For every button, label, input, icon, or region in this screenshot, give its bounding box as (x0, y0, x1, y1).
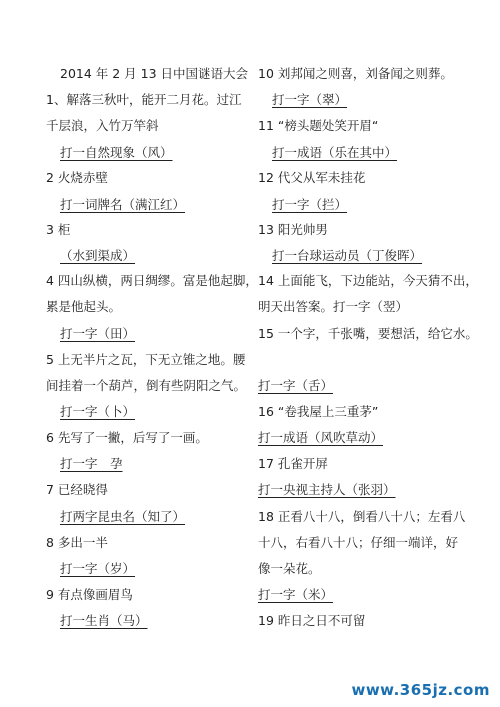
right-answer-line: 打一成语（乐在其中） (272, 145, 398, 160)
left-answer-line: 打一自然现象（风） (60, 145, 173, 160)
right-riddle-line: 12 代父从军未挂花 (258, 170, 366, 185)
left-answer-line: 打两字昆虫名（知了） (60, 509, 186, 524)
left-answer-line: 打一生肖（马） (60, 613, 148, 628)
left-answer-line: 打一字（卜） (60, 404, 136, 419)
left-answer-line: 打一字（田） (60, 326, 136, 341)
right-answer-line: 打一字（翠） (272, 92, 348, 107)
right-riddle-line: 13 阳光帅男 (258, 222, 328, 237)
left-riddle-line: 2 火烧赤壁 (46, 170, 108, 185)
left-riddle-line: 5 上无半片之瓦，下无立锥之地。腰 (46, 352, 246, 367)
right-riddle-line: 11 “榜头题处笑开眉“ (258, 118, 379, 133)
right-riddle-line: 15 一个字，千张嘴，要想活，给它水。 (258, 326, 478, 341)
left-riddle-line: 7 已经晓得 (46, 482, 108, 497)
right-answer-line: 打一央视主持人（张羽） (258, 482, 396, 497)
right-riddle-line: 18 正看八十八，倒看八十八；左看八 (258, 509, 466, 524)
right-riddle-line: 17 孔雀开屏 (258, 456, 328, 471)
right-riddle-line: 10 刘邦闻之则喜，刘备闻之则葬。 (258, 66, 453, 81)
left-riddle-line: 3 柜 (46, 222, 71, 237)
left-answer-line: （水到渠成） (60, 248, 136, 263)
left-riddle-line: 千层浪，入竹万竿斜 (46, 118, 159, 133)
right-riddle-line: 明天出答案。打一字（翌） (258, 299, 409, 314)
left-riddle-line: 2014 年 2 月 13 日中国谜语大会 (60, 66, 249, 81)
left-riddle-line: 4 四山纵横，两日绸缪。富是他起脚， (46, 273, 258, 288)
left-riddle-line: 8 多出一半 (46, 535, 108, 550)
right-answer-line: 打一字（舌） (258, 378, 334, 393)
left-answer-line: 打一字 孕 (60, 456, 123, 471)
left-answer-line: 打一词牌名（满江红） (60, 197, 186, 212)
right-riddle-line: 16 “卷我屋上三重茅” (258, 404, 379, 419)
left-riddle-line: 1、解落三秋叶，能开二月花。过江 (46, 92, 242, 107)
right-riddle-line: 十八，右看八十八；仔细一端详，好 (258, 535, 459, 550)
left-riddle-line: 累是他起头。 (46, 299, 122, 314)
left-answer-line: 打一字（岁） (60, 561, 136, 576)
right-answer-line: 打一成语（风吹草动） (258, 430, 384, 445)
right-answer-line: 打一台球运动员（丁俊晖） (272, 248, 423, 263)
right-answer-line: 打一字（拦） (272, 197, 348, 212)
right-riddle-line: 14 上面能飞，下边能站，今天猜不出， (258, 273, 478, 288)
right-answer-line: 打一字（米） (258, 587, 334, 602)
site-watermark: www.365jz.com (351, 681, 490, 699)
left-riddle-line: 间挂着一个葫芦，倒有些阴阳之气。 (46, 378, 247, 393)
left-riddle-line: 9 有点像画眉鸟 (46, 587, 133, 602)
left-riddle-line: 6 先写了一撇，后写了一画。 (46, 430, 208, 445)
right-riddle-line: 像一朵花。 (258, 561, 321, 576)
right-riddle-line: 19 昨日之日不可留 (258, 613, 366, 628)
